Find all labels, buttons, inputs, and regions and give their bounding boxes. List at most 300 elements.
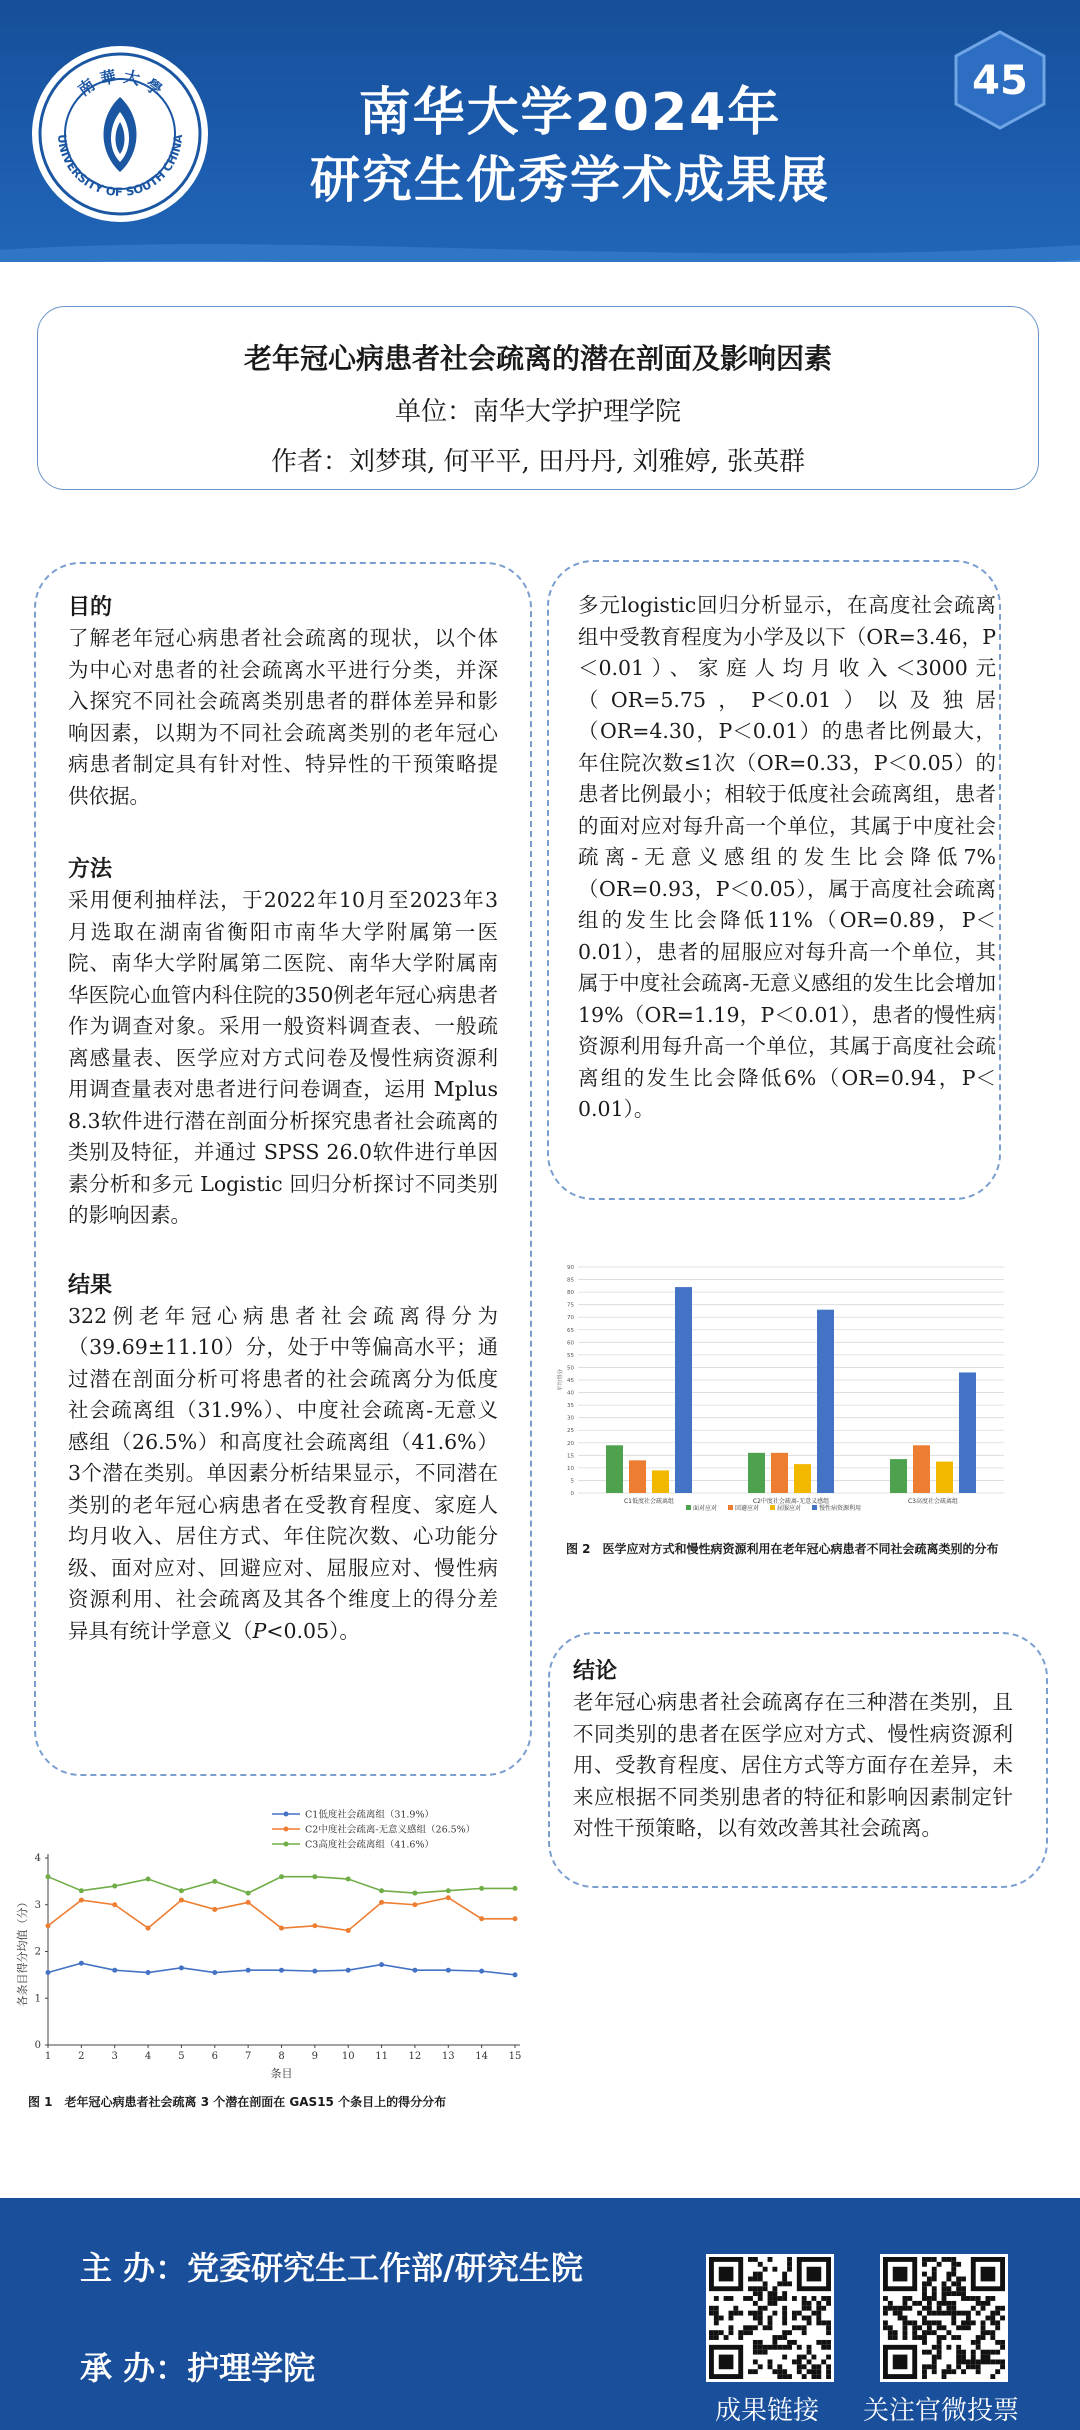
qr-module	[816, 2320, 821, 2325]
qr-module	[922, 2364, 927, 2369]
chart1-legend-label: C3高度社会疏离组（41.6%）	[305, 1839, 434, 1851]
chart1-data-point	[146, 1970, 151, 1975]
qr-module	[961, 2296, 966, 2301]
chart1-x-tick-label: 11	[375, 2051, 388, 2062]
qr-module	[729, 2330, 734, 2335]
qr-module	[966, 2316, 971, 2321]
qr-module	[927, 2320, 932, 2325]
qr-module	[807, 2345, 812, 2350]
qr-module	[956, 2291, 961, 2296]
qr-module	[709, 2330, 714, 2335]
qr-module	[971, 2340, 976, 2345]
chart1-data-point	[279, 1926, 284, 1931]
chart1-data-point	[212, 1907, 217, 1912]
qr-module	[932, 2272, 937, 2277]
qr-module	[743, 2296, 748, 2301]
qr-module	[748, 2330, 753, 2335]
qr-module	[758, 2286, 763, 2291]
qr-module	[922, 2335, 927, 2340]
qr-module	[961, 2325, 966, 2330]
qr-module	[763, 2345, 768, 2350]
qr-module	[966, 2359, 971, 2364]
qr-module	[753, 2301, 758, 2306]
qr-module	[816, 2311, 821, 2316]
qr-module	[903, 2320, 908, 2325]
chart1-data-point	[412, 1968, 417, 1973]
chart1-data-point	[513, 1916, 518, 1921]
qr-module	[937, 2325, 942, 2330]
chart2-y-tick-label: 75	[567, 1302, 574, 1309]
qr-module	[995, 2325, 1000, 2330]
qr-module	[927, 2301, 932, 2306]
qr-module	[985, 2350, 990, 2355]
chart2-legend-label: 慢性病资源利用	[819, 1505, 862, 1512]
results-text-b: <0.05）。	[266, 1618, 360, 1643]
qr-module	[946, 2345, 951, 2350]
qr-module	[927, 2325, 932, 2330]
chart2-y-tick-label: 30	[567, 1415, 574, 1422]
qr-module	[912, 2330, 917, 2335]
qr-module	[927, 2306, 932, 2311]
chart2-legend-swatch	[770, 1505, 775, 1510]
qr-module	[748, 2369, 753, 2374]
qr-module	[782, 2311, 787, 2316]
qr-module	[888, 2325, 893, 2330]
chart1-x-tick-label: 13	[441, 2051, 455, 2062]
qr-module	[932, 2345, 937, 2350]
qr-module	[733, 2311, 738, 2316]
results-text	[68, 1301, 498, 1648]
chart1-x-tick-label: 15	[508, 2051, 522, 2062]
qr-module	[942, 2335, 947, 2340]
conclusion-heading: 结论	[573, 1659, 618, 1684]
qr-module	[922, 2291, 927, 2296]
qr-module	[946, 2364, 951, 2369]
chart1-data-point	[379, 1962, 384, 1967]
methods-heading: 方法	[68, 857, 113, 882]
paper-title: 老年冠心病患者社会疏离的潜在剖面及影响因素	[243, 342, 832, 375]
qr-module	[768, 2291, 773, 2296]
qr-module	[758, 2340, 763, 2345]
chart1-data-point	[46, 1874, 51, 1879]
qr-module	[927, 2311, 932, 2316]
qr-module	[787, 2267, 792, 2272]
qr-module	[811, 2311, 816, 2316]
qr-module	[912, 2320, 917, 2325]
qr-module	[893, 2330, 898, 2335]
qr-module	[976, 2311, 981, 2316]
qr-module	[956, 2335, 961, 2340]
qr-module	[985, 2330, 990, 2335]
qr-module	[816, 2369, 821, 2374]
qr-module	[946, 2311, 951, 2316]
qr-module	[981, 2350, 986, 2355]
qr-module	[768, 2316, 773, 2321]
chart1-data-point	[212, 1879, 217, 1884]
qr-module	[981, 2355, 986, 2360]
chart2-bar	[652, 1470, 669, 1493]
paper-affiliation: 单位：南华大学护理学院	[394, 397, 681, 427]
logo-top-text: 南 華 大 學	[74, 66, 166, 100]
qr-module	[826, 2345, 831, 2350]
chart1-x-tick-label: 7	[244, 2051, 252, 2062]
qr-module	[927, 2257, 932, 2262]
qr-module	[966, 2325, 971, 2330]
qr-module	[922, 2272, 927, 2277]
qr-module	[981, 2301, 986, 2306]
chart1-legend-marker	[284, 1812, 289, 1817]
chart1-legend-marker	[284, 1842, 289, 1847]
qr-module	[976, 2301, 981, 2306]
conclusion-content	[573, 1654, 1013, 1845]
qr-module	[729, 2311, 734, 2316]
qr-module	[772, 2369, 777, 2374]
qr-module	[821, 2340, 826, 2345]
qr-module	[826, 2374, 831, 2379]
chart1-data-point	[179, 1965, 184, 1970]
qr-module	[888, 2335, 893, 2340]
badge-number: 45	[972, 58, 1028, 104]
qr-module	[782, 2330, 787, 2335]
qr-module	[797, 2345, 802, 2350]
qr-module	[768, 2325, 773, 2330]
chart2-y-tick-label: 50	[567, 1365, 574, 1372]
qr-module	[753, 2345, 758, 2350]
qr-module	[922, 2257, 927, 2262]
chart1-data-point	[79, 1898, 84, 1903]
qr-module	[985, 2296, 990, 2301]
qr-module	[738, 2311, 743, 2316]
chart2-y-tick-label: 20	[567, 1440, 574, 1447]
chart1-legend-label: C2中度社会疏离-无意义感组（26.5%）	[305, 1824, 476, 1836]
chart1-data-point	[46, 1970, 51, 1975]
qr-module	[753, 2272, 758, 2277]
qr-module	[961, 2320, 966, 2325]
qr-module	[956, 2364, 961, 2369]
qr-module	[792, 2311, 797, 2316]
qr-module	[990, 2316, 995, 2321]
qr-module	[758, 2316, 763, 2321]
qr-module	[821, 2320, 826, 2325]
qr-module	[753, 2340, 758, 2345]
qr-module	[932, 2359, 937, 2364]
qr-module	[802, 2330, 807, 2335]
qr-module	[946, 2330, 951, 2335]
qr-module	[951, 2316, 956, 2321]
qr-module	[714, 2335, 719, 2340]
qr-module	[937, 2355, 942, 2360]
qr-module	[782, 2374, 787, 2379]
qr-module	[937, 2301, 942, 2306]
qr-module	[753, 2359, 758, 2364]
chart2-category-label: C1低度社会疏离组	[623, 1498, 675, 1505]
qr-module	[714, 2330, 719, 2335]
qr-module	[942, 2281, 947, 2286]
chart1-data-point	[46, 1923, 51, 1928]
qr-module	[981, 2330, 986, 2335]
qr-module	[821, 2306, 826, 2311]
qr-module	[995, 2369, 1000, 2374]
qr-module	[985, 2301, 990, 2306]
chart2-y-axis-label: 平均得分	[558, 1368, 564, 1392]
chart1-data-point	[79, 1961, 84, 1966]
qr-module	[990, 2330, 995, 2335]
qr-module	[942, 2374, 947, 2379]
qr-module	[893, 2311, 898, 2316]
chart2-y-tick-label: 55	[567, 1352, 574, 1359]
qr-module	[932, 2330, 937, 2335]
qr-module	[807, 2320, 812, 2325]
qr-module	[763, 2267, 768, 2272]
chart2-bar	[794, 1464, 811, 1493]
chart1-data-point	[513, 1886, 518, 1891]
qr-module	[782, 2320, 787, 2325]
qr-module	[937, 2311, 942, 2316]
qr-module	[772, 2311, 777, 2316]
chart1-data-point	[146, 1926, 151, 1931]
qr-module	[971, 2306, 976, 2311]
qr-module	[922, 2369, 927, 2374]
chart1-data-point	[513, 1972, 518, 1977]
qr-module	[971, 2359, 976, 2364]
qr-module	[956, 2286, 961, 2291]
qr-module	[826, 2355, 831, 2360]
qr-module	[971, 2350, 976, 2355]
qr-module	[758, 2272, 763, 2277]
logistic-text: 多元logistic回归分析显示，在高度社会疏离组中受教育程度为小学及以下（OR=3.46，P＜0.01）、家庭人均月收入＜3000元（OR=5.75，P＜0.01）以及独居（OR=4.30，P＜0.01）的患者比例最大，年住院次数≤1次（OR=0.33，P＜0.05）的患者比例最小；相较于低度社会疏离组，患者的面对应对每升高一个单位，其属于中度社会疏离-无意义感组的发生比会降低7%（OR=0.93，P＜0.05），属于高度社会疏离组的发生比会降低11%（OR=0.89，P＜0.01），患者的屈服应对每升高一个单位，其属于中度社会疏离-无意义感组的发生比会增加19%（OR=1.19，P＜0.01），患者的慢性病资源利用每升高一个单位，其属于高度社会疏离组的发生比会降低6%（OR=0.94，P＜0.01）。	[578, 593, 996, 1121]
qr-module	[787, 2262, 792, 2267]
qr-module	[981, 2320, 986, 2325]
qr-module	[797, 2359, 802, 2364]
qr-module	[883, 2311, 888, 2316]
qr-module	[937, 2350, 942, 2355]
qr-module	[956, 2281, 961, 2286]
qr-module	[768, 2296, 773, 2301]
qr-module	[922, 2374, 927, 2379]
qr-module	[777, 2369, 782, 2374]
qr-module	[782, 2335, 787, 2340]
qr-module	[782, 2277, 787, 2282]
qr-module	[932, 2286, 937, 2291]
qr-module	[772, 2335, 777, 2340]
qr-module	[811, 2296, 816, 2301]
qr-module	[981, 2306, 986, 2311]
qr-module	[990, 2320, 995, 2325]
qr-module	[903, 2330, 908, 2335]
qr-module	[753, 2277, 758, 2282]
qr-module	[927, 2281, 932, 2286]
chart1-x-tick-label: 6	[211, 2051, 218, 2062]
qr-finder-inner	[807, 2267, 822, 2282]
qr-module	[724, 2335, 729, 2340]
qr-module	[971, 2364, 976, 2369]
qr-module	[961, 2291, 966, 2296]
qr-module	[946, 2257, 951, 2262]
chart2-y-tick-label: 15	[567, 1453, 574, 1460]
qr-module	[956, 2350, 961, 2355]
chart2-y-tick-label: 60	[567, 1340, 574, 1347]
chart1-data-point	[346, 1877, 351, 1882]
qr-module	[792, 2296, 797, 2301]
chart2-y-tick-label: 90	[567, 1265, 574, 1271]
qr-module	[961, 2350, 966, 2355]
results-p-symbol: P	[252, 1618, 267, 1643]
qr-module	[797, 2369, 802, 2374]
qr-module	[966, 2364, 971, 2369]
qr-module	[951, 2257, 956, 2262]
qr-module	[951, 2306, 956, 2311]
qr-module	[883, 2306, 888, 2311]
qr-module	[714, 2296, 719, 2301]
poster-number-badge	[948, 28, 1052, 132]
qr-module	[990, 2359, 995, 2364]
qr-module	[758, 2291, 763, 2296]
qr-module	[912, 2335, 917, 2340]
qr-module	[932, 2267, 937, 2272]
qr-module	[927, 2364, 932, 2369]
qr-module	[777, 2374, 782, 2379]
qr-module	[807, 2301, 812, 2306]
qr-module	[976, 2296, 981, 2301]
chart1-data-point	[479, 1969, 484, 1974]
qr-module	[797, 2364, 802, 2369]
chart2-y-tick-label: 80	[567, 1290, 574, 1297]
chart2-y-tick-label: 10	[567, 1465, 574, 1472]
official-account-qr-code[interactable]	[880, 2254, 1008, 2382]
qr-module	[883, 2296, 888, 2301]
qr-finder-inner	[893, 2267, 908, 2282]
qr-module	[985, 2355, 990, 2360]
qr-module	[951, 2291, 956, 2296]
qr-module	[922, 2330, 927, 2335]
qr-module	[922, 2286, 927, 2291]
qr-module	[777, 2335, 782, 2340]
qr-module	[768, 2345, 773, 2350]
qr-module	[937, 2335, 942, 2340]
chart1-x-tick-label: 9	[311, 2051, 319, 2062]
chart2-bar	[748, 1453, 765, 1493]
qr-module	[782, 2369, 787, 2374]
chart1-data-point	[246, 1900, 251, 1905]
chart1-data-point	[246, 1968, 251, 1973]
qr-module	[942, 2311, 947, 2316]
qr-module	[888, 2301, 893, 2306]
result-link-qr-code[interactable]	[706, 2254, 834, 2382]
qr-module	[753, 2325, 758, 2330]
qr-module	[787, 2281, 792, 2286]
qr-module	[821, 2359, 826, 2364]
qr-module	[763, 2350, 768, 2355]
paper-authors: 作者：刘梦琪, 何平平, 田丹丹, 刘雅婷, 张英群	[270, 447, 806, 477]
conclusion-text: 老年冠心病患者社会疏离存在三种潜在类别，且不同类别的患者在医学应对方式、慢性病资源利用、受教育程度、居住方式等方面存在差异，未来应根据不同类别患者的特征和影响因素制定针对性干预策略，以有效改善其社会疏离。	[573, 1690, 1013, 1840]
chart1-data-point	[279, 1874, 284, 1879]
qr-module	[826, 2330, 831, 2335]
qr-module	[753, 2316, 758, 2321]
qr-module	[826, 2364, 831, 2369]
chart1-data-point	[112, 1884, 117, 1889]
qr-module	[995, 2320, 1000, 2325]
qr-module	[826, 2369, 831, 2374]
qr-module	[917, 2335, 922, 2340]
qr-module	[942, 2291, 947, 2296]
chart2-bar	[936, 1462, 953, 1493]
qr-module	[995, 2359, 1000, 2364]
qr-module	[946, 2369, 951, 2374]
qr-module	[981, 2325, 986, 2330]
purpose-heading: 目的	[68, 595, 113, 620]
qr-module	[748, 2286, 753, 2291]
results-text-a: 322例老年冠心病患者社会疏离得分为（39.69±11.10）分，处于中等偏高水平；通过潜在剖面分析可将患者的社会疏离分为低度社会疏离组（31.9%）、中度社会疏离-无意义感组（26.5%）和高度社会疏离组（41.6%）3个潜在类别。单因素分析结果显示，不同潜在类别的老年冠心病患者在受教育程度、家庭人均月收入、居住方式、年住院次数、心功能分级、面对应对、回避应对、屈服应对、慢性病资源利用、社会疏离及其各个维度上的得分差异具有统计学意义（	[68, 1303, 498, 1643]
qr-module	[912, 2301, 917, 2306]
qr-module	[912, 2325, 917, 2330]
qr-module	[1000, 2340, 1005, 2345]
qr-module	[719, 2330, 724, 2335]
qr-module	[976, 2345, 981, 2350]
chart2-bar	[771, 1453, 788, 1493]
qr-module	[763, 2325, 768, 2330]
qr-module	[826, 2340, 831, 2345]
chart1-data-point	[146, 1877, 151, 1882]
qr-module	[811, 2355, 816, 2360]
qr-module	[807, 2350, 812, 2355]
qr-module	[758, 2345, 763, 2350]
chart1-y-tick-label: 1	[34, 1993, 41, 2005]
qr-module	[821, 2345, 826, 2350]
qr-module	[990, 2335, 995, 2340]
qr-module	[951, 2320, 956, 2325]
qr-module	[966, 2320, 971, 2325]
qr-module	[709, 2335, 714, 2340]
qr-module	[748, 2257, 753, 2262]
qr-module	[782, 2306, 787, 2311]
qr-module	[792, 2325, 797, 2330]
chart1-y-tick-label: 3	[34, 1899, 41, 1911]
qr-module	[976, 2335, 981, 2340]
qr-module	[753, 2291, 758, 2296]
qr-module	[738, 2330, 743, 2335]
qr-module	[772, 2291, 777, 2296]
chart1-data-point	[212, 1970, 217, 1975]
qr-module	[937, 2306, 942, 2311]
qr-module	[927, 2277, 932, 2282]
qr-module	[763, 2281, 768, 2286]
chart1-data-point	[112, 1902, 117, 1907]
qr-module	[763, 2306, 768, 2311]
qr-module	[714, 2316, 719, 2321]
qr-module	[888, 2330, 893, 2335]
qr-module	[946, 2286, 951, 2291]
chart2-bar	[817, 1310, 834, 1493]
qr-module	[748, 2311, 753, 2316]
qr-module	[922, 2262, 927, 2267]
qr-module	[883, 2320, 888, 2325]
chart1-data-point	[346, 1968, 351, 1973]
chart2-legend-swatch	[686, 1505, 691, 1510]
qr-module	[724, 2296, 729, 2301]
chart2-legend-swatch	[728, 1505, 733, 1510]
qr-module	[942, 2369, 947, 2374]
qr-module	[816, 2340, 821, 2345]
qr-module	[932, 2296, 937, 2301]
qr-module	[961, 2359, 966, 2364]
qr-module	[1000, 2306, 1005, 2311]
chart2-bar	[675, 1287, 692, 1493]
qr-module	[787, 2340, 792, 2345]
qr-module	[802, 2296, 807, 2301]
qr-module	[990, 2350, 995, 2355]
qr-module	[743, 2325, 748, 2330]
qr-module	[903, 2316, 908, 2321]
